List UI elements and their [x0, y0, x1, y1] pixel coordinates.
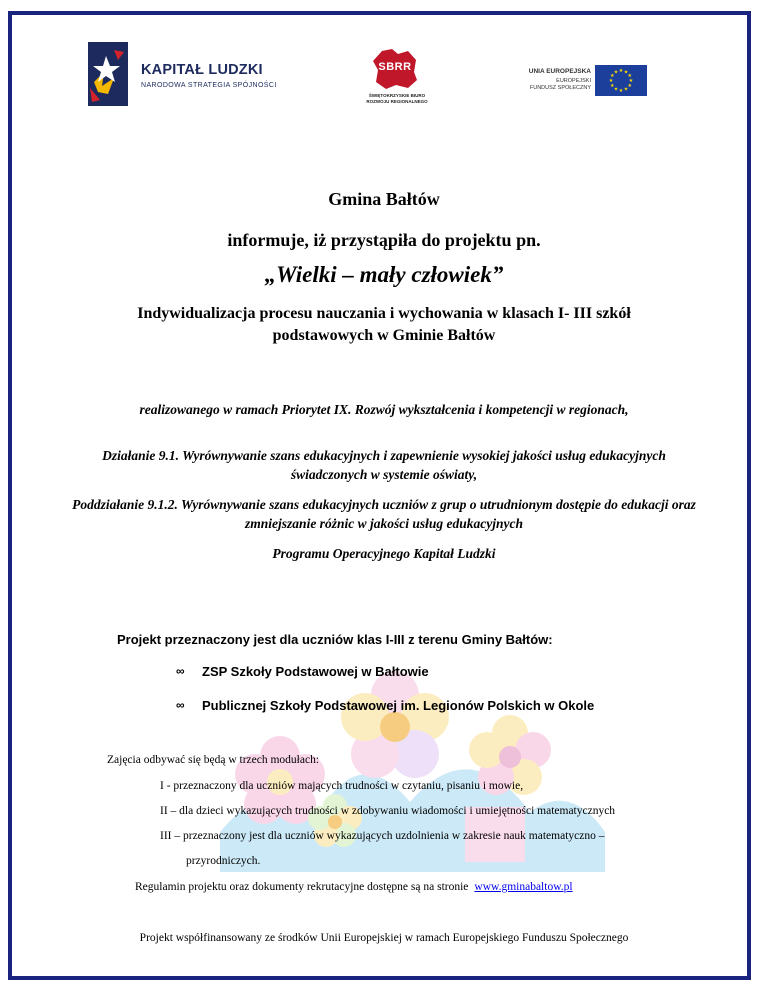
project-description: Indywidualizacja procesu nauczania i wychowania w klasach I- III szkół podstawowych w Gminie Bałtów	[137, 305, 631, 344]
kapital-ludzki-logo	[88, 42, 288, 108]
program-name: Programu Operacyjnego Kapitał Ludzki	[272, 546, 496, 561]
eu-logo	[528, 65, 649, 97]
module-item: III – przeznaczony jest dla uczniów wykazujących uzdolnienia w zakresie nauk matematyczno –	[160, 830, 605, 842]
svg-text:★: ★	[627, 83, 632, 89]
svg-text:★: ★	[623, 69, 629, 76]
kapital-ludzki-subtitle: NARODOWA STRATEGIA SPÓJNOŚCI	[141, 82, 277, 89]
svg-text:★: ★	[627, 73, 632, 79]
funding-footer: Projekt współfinansowany ze środków Unii Europejskiej w ramach Europejskiego Funduszu Społecznego	[139, 932, 629, 944]
svg-text:★: ★	[623, 86, 629, 93]
website-link[interactable]: www.gminabaltow.pl	[474, 881, 573, 893]
module-item: II – dla dzieci wykazujących trudności w zdobywaniu wiadomości i umiejętności matematycznych	[160, 805, 616, 817]
sbrr-caption-line2: ROZWOJU REGIONALNEGO	[366, 99, 428, 104]
svg-text:★: ★	[610, 73, 615, 79]
eu-flag-icon	[595, 65, 647, 96]
announcement-heading: informuje, iż przystąpiła do projektu pn.	[227, 230, 541, 250]
sbrr-caption-line1: ŚWIĘTOKRZYSKIE BIURO	[368, 93, 426, 98]
infinity-bullet-icon: ∞	[176, 698, 185, 712]
sbrr-logo	[358, 48, 436, 106]
organization-heading: Gmina Bałtów	[328, 189, 440, 209]
eu-label-fund: FUNDUSZ SPOŁECZNY	[529, 85, 591, 91]
school-name: ZSP Szkoły Podstawowej w Bałtowie	[202, 664, 429, 679]
school-name: Publicznej Szkoły Podstawowej im. Legionów Polskich w Okole	[202, 698, 595, 713]
logo-bar	[0, 0, 768, 120]
project-title: „Wielki – mały człowiek”	[264, 262, 504, 287]
program-priority: realizowanego w ramach Priorytet IX. Rozwój wykształcenia i kompetencji w regionach,	[139, 402, 629, 417]
module-item: I - przeznaczony dla uczniów mających trudności w czytaniu, pisaniu i mowie,	[160, 780, 524, 792]
regulations-text: Regulamin projektu oraz dokumenty rekrutacyjne dostępne są na stronie	[135, 881, 469, 893]
eu-label-european: EUROPEJSKI	[556, 78, 591, 84]
sbrr-abbreviation: SBRR	[378, 61, 412, 73]
program-subaction: Poddziałanie 9.1.2. Wyrównywanie szans edukacyjnych uczniów z grup o utrudnionym dostępie do edukacji oraz zmniejszanie różnic w jakości usług edukacyjnych	[72, 497, 696, 531]
kapital-ludzki-emblem-icon	[88, 42, 134, 106]
program-action: Działanie 9.1. Wyrównywanie szans edukacyjnych i zapewnienie wysokiej jakości usług edukacyjnych świadczonych w systemie oświaty,	[102, 448, 666, 482]
svg-text:★: ★	[610, 83, 615, 89]
infinity-bullet-icon: ∞	[176, 664, 185, 678]
project-intro: Projekt przeznaczony jest dla uczniów klas I-III z terenu Gminy Bałtów:	[117, 632, 553, 647]
svg-text:★: ★	[618, 68, 624, 74]
regulations-note	[135, 881, 573, 893]
module-item-continuation: przyrodniczych.	[186, 855, 261, 867]
svg-text:★: ★	[618, 88, 624, 94]
svg-text:★: ★	[628, 78, 634, 84]
svg-text:★: ★	[613, 69, 619, 76]
svg-text:★: ★	[608, 78, 614, 84]
svg-text:★: ★	[613, 86, 619, 93]
eu-label-union: UNIA EUROPEJSKA	[528, 68, 591, 75]
classes-intro: Zajęcia odbywać się będą w trzech modułach:	[107, 754, 320, 766]
kapital-ludzki-title: KAPITAŁ LUDZKI	[141, 62, 263, 78]
